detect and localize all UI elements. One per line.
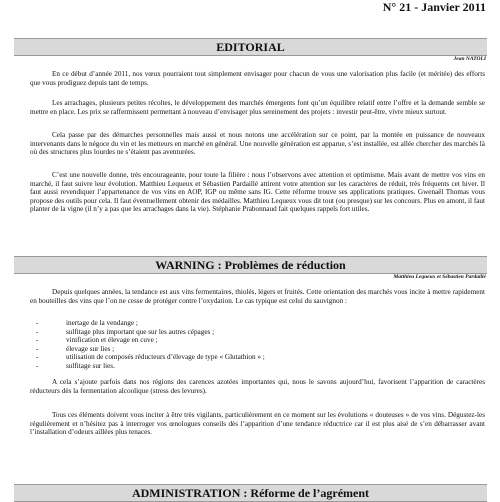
- list-item: - sulfitage sur lies.: [36, 361, 115, 370]
- editorial-paragraph-3: Cela passe par des démarches personnelles mais aussi et nous notons une accélération sur ce point, par la montée en puissance de nouveaux intervenants dans le négoce du vin et les metteurs en marché en général. Une nouvelle génération est apparue, s’est installée, est allée chercher des marchés là où des structures plus lourdes ne s’étaient pas aventurées.: [30, 131, 485, 157]
- list-item: - inertage de la vendange ;: [36, 319, 138, 327]
- reduction-factors-list: [36, 319, 476, 371]
- list-item: - élevage sur lies ;: [36, 344, 115, 353]
- list-item: - vinification et élevage en cuve ;: [36, 336, 158, 345]
- list-item: - sulfitage plus important que sur les autres cépages ;: [36, 327, 215, 336]
- warning-authors: Matthieu Lequeux et Sébastien Pardaillé: [393, 274, 486, 280]
- warning-intro: Depuis quelques années, la tendance est aux vins fermentaires, thiolés, légers et fruités. Cette orientation des marchés vous incite à mettre rapidement en bouteilles des vins que l’on ne cesse de protéger contre l’oxydation. Le cas typique est celui du sauvignon :: [30, 288, 485, 305]
- editorial-paragraph-1: En ce début d’année 2011, nos vœux pourraient tout simplement envisager pour chacun de vous une valorisation plus facile (et méritée) des efforts que vous prodiguez depuis tant de temps.: [30, 70, 485, 87]
- warning-paragraph-2: A cela s’ajoute parfois dans nos régions des carences azotées importantes qui, nous le savons aujourd’hui, favorisent l’apparition de caractères réducteurs dès la fermentation alcoolique (stress des levures).: [30, 378, 485, 395]
- editorial-author: Jean NATOLI: [453, 56, 486, 62]
- warning-heading: WARNING : Problèmes de réduction: [14, 256, 487, 274]
- editorial-heading: EDITORIAL: [14, 38, 487, 56]
- administration-heading: ADMINISTRATION : Réforme de l’agrément: [14, 484, 487, 502]
- editorial-paragraph-4: C’est une nouvelle donne, très encourageante, pour toute la filière : nous l’observons avec attention et optimisme. Mais avant de mettre vos vins en marché, il faut suivre leur évolution. Matthieu Lequeux et Sébastien Pardaillé attirent votre attention sur les caractères de réduit, très fréquents cet hiver. Il faut aussi revendiquer l’appartenance de vos vins en AOP, IGP ou même sans IG. Cette réforme trouve ses applications pratiques. Gwenaël Thomas vous propose des outils pour cela. Il faut éventuellement obtenir des médailles. Matthieu Lequeux vous dit tout (ou presque) sur les concours. Plus en amont, il faut planter de la vigne (il n’y a pas que les arrachages dans la vie). Stéphanie Prabonnaud fait quelques rappels fort utiles.: [30, 171, 485, 214]
- issue-number: N° 21 - Janvier 2011: [382, 0, 486, 14]
- list-item: - utilisation de composés réducteurs d’élevage de type « Glutathion » ;: [36, 353, 265, 362]
- warning-paragraph-3: Tous ces éléments doivent vous inciter à être très vigilants, particulièrement en ce moment sur les évolutions « douteuses » de vos vins. Dégustez-les régulièrement et n’hésitez pas à interroger vos œnologues conseils dès l’apparition d’une tendance réductrice car il est plus aisé de s’en débarrasser avant l’installation d’odeurs aillées plus tenaces.: [30, 411, 485, 437]
- editorial-paragraph-2: Les arrachages, plusieurs petites récoltes, le développement des marchés émergents font qu’un équilibre relatif entre l’offre et la demande semble se mettre en place. Les prix se raffermissent permettant à nouveau d’envisager plus sereinement des projets : investir peut-être, vivre mieux surtout.: [30, 99, 485, 116]
